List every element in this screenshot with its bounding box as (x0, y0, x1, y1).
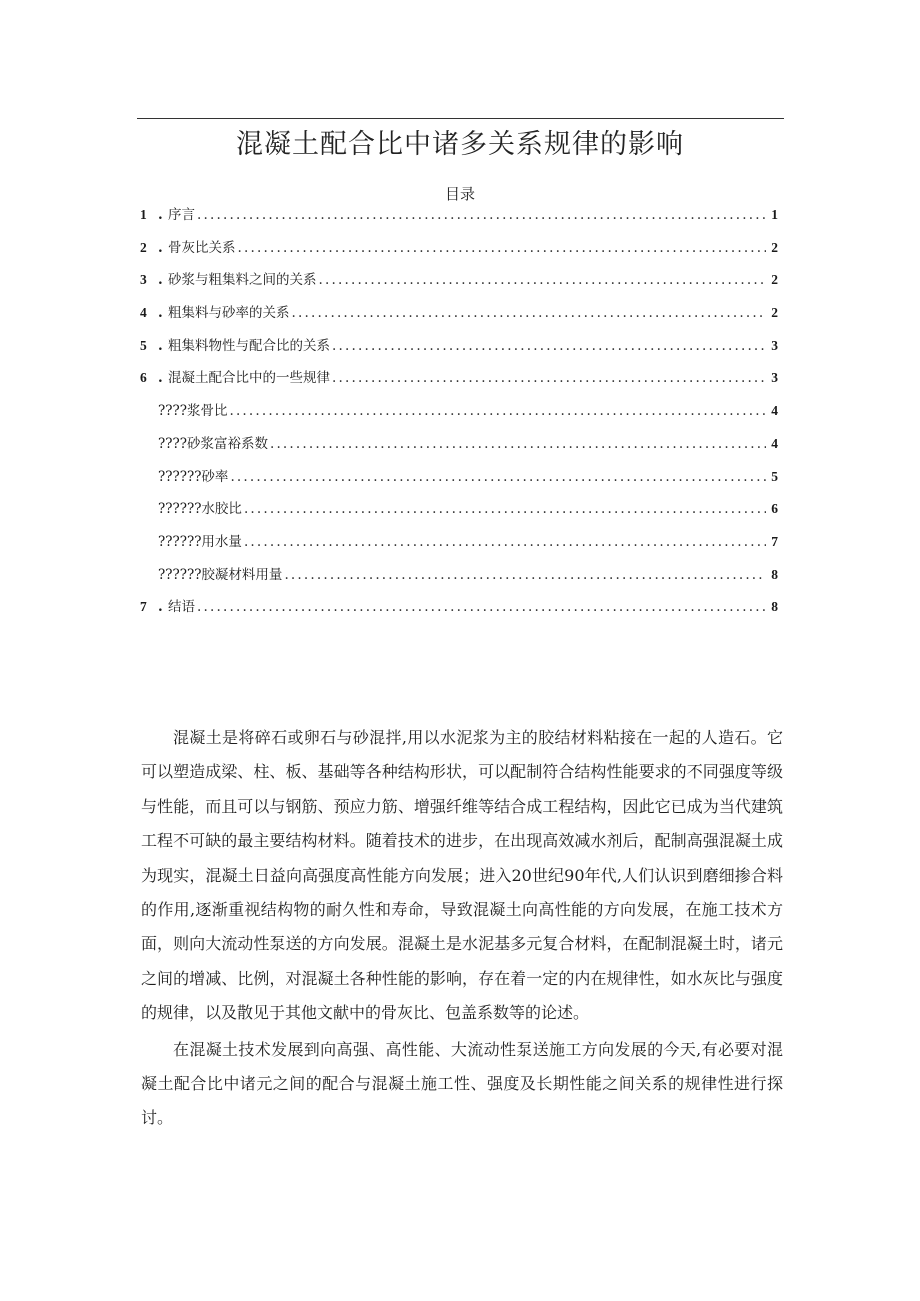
toc-entry-number: 5 (140, 337, 147, 353)
toc-entry-page: 4 (771, 403, 778, 419)
toc-subentry[interactable] (140, 432, 778, 465)
toc-entry-page: 8 (771, 566, 778, 582)
body-paragraph: 在混凝土技术发展到向高强、高性能、大流动性泵送施工方向发展的今天,有必要对混凝土配合比中诸元之间的配合与混凝土施工性、强度及长期性能之间关系的规律性进行探讨。 (141, 1039, 783, 1128)
toc-leader-dots (332, 334, 766, 358)
toc-subentry-label: ??????胶凝材料用量 (158, 566, 283, 583)
toc-leader-dots (230, 465, 766, 489)
toc-subentry[interactable] (140, 530, 778, 563)
toc-leader-dots (244, 530, 766, 554)
toc-entry-number: 3 (140, 272, 147, 288)
toc-entry[interactable] (140, 366, 778, 399)
toc-entry[interactable] (140, 301, 778, 334)
toc-subentry[interactable] (140, 563, 778, 596)
toc-entry-label: 砂浆与粗集料之间的关系 (168, 272, 317, 289)
toc-entry-page: 5 (771, 468, 778, 484)
toc-entry-page: 6 (771, 501, 778, 517)
toc-leader-dots (197, 595, 766, 619)
toc-entry-page: 7 (771, 533, 778, 549)
toc-entry-separator: . (158, 370, 163, 387)
toc-entry-page: 2 (771, 272, 778, 288)
toc-entry-page: 1 (771, 207, 778, 222)
table-of-contents (140, 203, 778, 628)
toc-entry-label: 结语 (168, 599, 195, 616)
toc-entry-page: 2 (771, 305, 778, 321)
toc-entry-label: 混凝土配合比中的一些规律 (168, 370, 330, 387)
toc-leader-dots (332, 366, 766, 390)
toc-entry-page: 3 (771, 337, 778, 353)
toc-subentry-label: ??????用水量 (158, 533, 242, 550)
toc-entry[interactable] (140, 236, 778, 269)
toc-entry-page: 8 (771, 599, 778, 615)
toc-entry-number: 2 (140, 239, 147, 255)
toc-entry-separator: . (158, 239, 163, 256)
toc-entry-number: 6 (140, 370, 147, 386)
toc-subentry-label: ??????水胶比 (158, 501, 242, 518)
toc-entry-page: 3 (771, 370, 778, 386)
toc-leader-dots (270, 432, 766, 456)
toc-leader-dots (229, 399, 766, 423)
toc-subentry[interactable] (140, 399, 778, 432)
toc-entry-separator: . (158, 207, 163, 223)
toc-entry[interactable] (140, 203, 778, 236)
toc-leader-dots (292, 301, 767, 325)
document-title: 混凝土配合比中诸多关系规律的影响 (236, 129, 684, 160)
header-rule (137, 118, 784, 119)
toc-entry-label: 粗集料物性与配合比的关系 (168, 337, 330, 354)
toc-entry-separator: . (158, 599, 163, 616)
toc-entry-page: 4 (771, 435, 778, 451)
body-text (141, 721, 783, 1138)
toc-leader-dots (197, 203, 766, 227)
toc-subentry-label: ????砂浆富裕系数 (158, 435, 268, 452)
toc-entry-label: 序言 (168, 207, 195, 223)
body-paragraph: 混凝土是将碎石或卵石与砂混拌,用以水泥浆为主的胶结材料粘接在一起的人造石。它可以塑造成梁、柱、板、基础等各种结构形状，可以配制符合结构性能要求的不同强度等级与性能，而且可以与钢筋、预应力筋、增强纤维等结合成工程结构，因此它已成为当代建筑工程不可缺的最主要结构材料。随着技术的进步，在出现高效减水剂后，配制高强混凝土成为现实，混凝土日益向高强度高性能方向发展；进入20世纪90年代,人们认识到磨细掺合料的作用,逐渐重视结构物的耐久性和寿命，导致混凝土向高性能的方向发展，在施工技术方面，则向大流动性泵送的方向发展。混凝土是水泥基多元复合材料，在配制混凝土时，诸元之间的增减、比例，对混凝土各种性能的影响，存在着一定的内在规律性，如水灰比与强度的规律，以及散见于其他文献中的骨灰比、包盖系数等的论述。 (141, 728, 783, 1023)
toc-heading: 目录 (444, 185, 475, 203)
toc-leader-dots (284, 563, 766, 587)
toc-entry-page: 2 (771, 239, 778, 255)
toc-subentry-label: ????浆骨比 (158, 403, 228, 420)
toc-subentry-label: ??????砂率 (158, 468, 229, 485)
toc-entry-number: 4 (140, 305, 147, 321)
toc-leader-dots (319, 268, 767, 292)
toc-entry[interactable] (140, 268, 778, 301)
toc-entry-label: 粗集料与砂率的关系 (168, 305, 290, 322)
toc-leader-dots (238, 236, 767, 260)
toc-entry[interactable] (140, 595, 778, 628)
toc-entry-separator: . (158, 272, 163, 289)
toc-subentry[interactable] (140, 497, 778, 530)
toc-entry-separator: . (158, 305, 163, 322)
toc-entry-number: 7 (140, 599, 147, 615)
toc-subentry[interactable] (140, 465, 778, 498)
toc-entry-separator: . (158, 337, 163, 354)
toc-entry-number: 1 (140, 207, 147, 222)
toc-entry-label: 骨灰比关系 (168, 239, 236, 256)
toc-leader-dots (244, 497, 766, 521)
toc-entry[interactable] (140, 334, 778, 367)
